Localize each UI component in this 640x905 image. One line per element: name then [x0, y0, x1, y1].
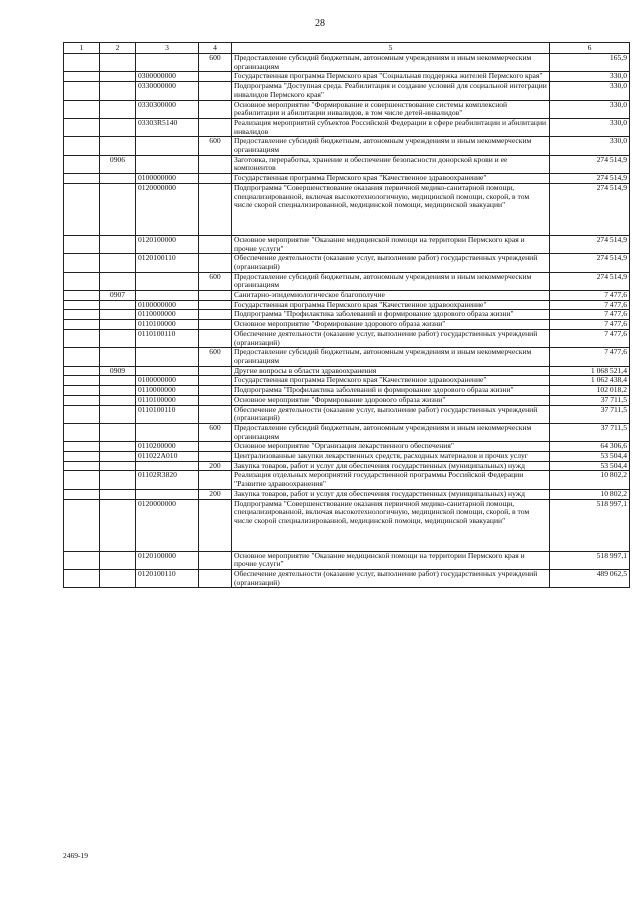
table-row [64, 137, 630, 155]
cell-empty [64, 310, 100, 320]
cell-expense-type [199, 118, 232, 136]
cell-target-article: 03303R5140 [136, 118, 199, 136]
cell-amount: 53 504,4 [550, 461, 630, 471]
table-row [64, 489, 630, 499]
cell-amount: 274 514,9 [550, 235, 630, 253]
cell-amount: 10 802,2 [550, 471, 630, 489]
cell-name: Другие вопросы в области здравоохранения [232, 366, 550, 376]
cell-section-code [100, 489, 136, 499]
cell-expense-type [199, 300, 232, 310]
cell-section-code [100, 174, 136, 184]
cell-name: Заготовка, переработка, хранение и обеспечение безопасности донорской крови и ее компонентов [232, 155, 550, 173]
cell-amount: 330,0 [550, 72, 630, 82]
cell-target-article [136, 348, 199, 366]
cell-section-code [100, 54, 136, 72]
table-row [64, 499, 630, 551]
table-row [64, 471, 630, 489]
cell-empty [64, 174, 100, 184]
cell-name: Санитарно-эпидемиологическое благополучие [232, 291, 550, 301]
cell-name: Подпрограмма "Совершенствование оказания первичной медико-санитарной помощи, специализированной, включая высокотехнологичную, медицинской помощи, скорой, в том числе скорой специализированной, медицинской помощи, медицинской эвакуации" [232, 183, 550, 235]
cell-section-code [100, 423, 136, 441]
cell-section-code [100, 320, 136, 330]
table-row [64, 348, 630, 366]
cell-section-code [100, 310, 136, 320]
cell-section-code [100, 452, 136, 462]
cell-empty [64, 183, 100, 235]
cell-section-code [100, 329, 136, 347]
cell-target-article: 0110100110 [136, 329, 199, 347]
cell-section-code [100, 395, 136, 405]
cell-empty [64, 569, 100, 587]
cell-empty [64, 376, 100, 386]
cell-section-code [100, 442, 136, 452]
table-row [64, 54, 630, 72]
cell-target-article [136, 489, 199, 499]
cell-target-article: 0300000000 [136, 72, 199, 82]
cell-amount: 64 306,6 [550, 442, 630, 452]
cell-expense-type [199, 366, 232, 376]
cell-amount: 330,0 [550, 137, 630, 155]
table-row [64, 272, 630, 290]
cell-target-article: 0120100110 [136, 569, 199, 587]
cell-empty [64, 254, 100, 272]
cell-expense-type [199, 442, 232, 452]
cell-expense-type [199, 376, 232, 386]
cell-expense-type [199, 569, 232, 587]
header-col-5: 5 [232, 43, 550, 54]
cell-target-article: 0110100000 [136, 395, 199, 405]
cell-expense-type: 200 [199, 461, 232, 471]
cell-expense-type [199, 82, 232, 100]
cell-empty [64, 366, 100, 376]
cell-amount: 37 711,5 [550, 405, 630, 423]
table-row [64, 235, 630, 253]
cell-name: Подпрограмма "Совершенствование оказания первичной медико-санитарной помощи, специализированной, включая высокотехнологичную, медицинской помощи, скорой, в том числе скорой специализированной, медицинской помощи, медицинской эвакуации" [232, 499, 550, 551]
cell-amount: 518 997,1 [550, 499, 630, 551]
cell-empty [64, 300, 100, 310]
table-row [64, 395, 630, 405]
header-col-1: 1 [64, 43, 100, 54]
cell-name: Закупка товаров, работ и услуг для обеспечения государственных (муниципальных) нужд [232, 461, 550, 471]
cell-target-article: 0120000000 [136, 183, 199, 235]
cell-section-code [100, 183, 136, 235]
cell-name: Основное мероприятие "Формирование и совершенствование системы комплексной реабилитации и абилитации инвалидов, в том числе детей-инвалидов" [232, 100, 550, 118]
cell-empty [64, 72, 100, 82]
cell-amount: 165,9 [550, 54, 630, 72]
cell-name: Предоставление субсидий бюджетным, автономным учреждениям и иным некоммерческим организациям [232, 272, 550, 290]
cell-section-code [100, 386, 136, 396]
cell-expense-type [199, 386, 232, 396]
cell-amount: 1 062 438,4 [550, 376, 630, 386]
cell-name: Реализация мероприятий субъектов Российской Федерации в сфере реабилитации и абилитации инвалидов [232, 118, 550, 136]
cell-amount: 518 997,1 [550, 551, 630, 569]
cell-target-article: 0100000000 [136, 174, 199, 184]
cell-name: Закупка товаров, работ и услуг для обеспечения государственных (муниципальных) нужд [232, 489, 550, 499]
cell-target-article: 011022А010 [136, 452, 199, 462]
cell-empty [64, 137, 100, 155]
table-row [64, 82, 630, 100]
cell-target-article: 0330000000 [136, 82, 199, 100]
header-col-6: 6 [550, 43, 630, 54]
cell-amount: 274 514,9 [550, 174, 630, 184]
cell-target-article: 0120100110 [136, 254, 199, 272]
header-col-2: 2 [100, 43, 136, 54]
cell-empty [64, 54, 100, 72]
cell-amount: 489 062,5 [550, 569, 630, 587]
cell-empty [64, 329, 100, 347]
cell-section-code: 0906 [100, 155, 136, 173]
cell-name: Основное мероприятие "Формирование здорового образа жизни" [232, 395, 550, 405]
cell-target-article: 0110100000 [136, 320, 199, 330]
cell-expense-type: 600 [199, 137, 232, 155]
cell-name: Обеспечение деятельности (оказание услуг, выполнение работ) государственных учреждений (организаций) [232, 254, 550, 272]
cell-target-article: 0120100000 [136, 551, 199, 569]
table-row [64, 386, 630, 396]
cell-target-article: 0100000000 [136, 300, 199, 310]
cell-section-code [100, 348, 136, 366]
cell-empty [64, 442, 100, 452]
cell-amount: 330,0 [550, 118, 630, 136]
cell-section-code [100, 72, 136, 82]
cell-amount: 7 477,6 [550, 348, 630, 366]
cell-empty [64, 272, 100, 290]
cell-empty [64, 320, 100, 330]
cell-name: Основное мероприятие "Оказание медицинской помощи на территории Пермского края и прочие услуги" [232, 551, 550, 569]
table-row [64, 329, 630, 347]
cell-section-code [100, 376, 136, 386]
cell-expense-type [199, 551, 232, 569]
cell-empty [64, 452, 100, 462]
cell-empty [64, 499, 100, 551]
cell-name: Государственная программа Пермского края "Качественное здравоохранение" [232, 174, 550, 184]
table-row [64, 405, 630, 423]
cell-section-code [100, 254, 136, 272]
table-header-row [64, 43, 630, 54]
cell-amount: 274 514,9 [550, 155, 630, 173]
cell-expense-type [199, 155, 232, 173]
cell-expense-type [199, 235, 232, 253]
cell-empty [64, 235, 100, 253]
cell-amount: 274 514,9 [550, 254, 630, 272]
cell-empty [64, 386, 100, 396]
cell-name: Обеспечение деятельности (оказание услуг, выполнение работ) государственных учреждений (организаций) [232, 569, 550, 587]
cell-expense-type [199, 254, 232, 272]
cell-expense-type [199, 405, 232, 423]
cell-target-article [136, 137, 199, 155]
cell-name: Реализация отдельных мероприятий государственной программы Российской Федерации "Развитие здравоохранения" [232, 471, 550, 489]
cell-section-code [100, 300, 136, 310]
cell-expense-type [199, 329, 232, 347]
cell-section-code [100, 551, 136, 569]
cell-amount: 330,0 [550, 100, 630, 118]
cell-expense-type: 600 [199, 54, 232, 72]
cell-section-code [100, 461, 136, 471]
cell-target-article [136, 155, 199, 173]
cell-empty [64, 395, 100, 405]
cell-expense-type [199, 72, 232, 82]
cell-target-article: 0110000000 [136, 386, 199, 396]
cell-amount: 330,0 [550, 82, 630, 100]
cell-amount: 53 504,4 [550, 452, 630, 462]
cell-name: Предоставление субсидий бюджетным, автономным учреждениям и иным некоммерческим организациям [232, 423, 550, 441]
cell-expense-type: 600 [199, 423, 232, 441]
cell-target-article [136, 423, 199, 441]
cell-name: Предоставление субсидий бюджетным, автономным учреждениям и иным некоммерческим организациям [232, 137, 550, 155]
cell-section-code [100, 118, 136, 136]
cell-section-code [100, 100, 136, 118]
cell-amount: 7 477,6 [550, 291, 630, 301]
cell-name: Основное мероприятие "Организация лекарственного обеспечения" [232, 442, 550, 452]
cell-expense-type [199, 452, 232, 462]
table-row [64, 291, 630, 301]
table-row [64, 452, 630, 462]
table-row [64, 118, 630, 136]
cell-section-code [100, 569, 136, 587]
cell-target-article: 0110000000 [136, 310, 199, 320]
cell-name: Подпрограмма "Доступная среда. Реабилитация и создание условий для социальной интеграции инвалидов Пермского края" [232, 82, 550, 100]
document-code: 2469-19 [63, 851, 88, 860]
cell-section-code: 0907 [100, 291, 136, 301]
cell-empty [64, 551, 100, 569]
cell-name: Подпрограмма "Профилактика заболеваний и формирование здорового образа жизни" [232, 386, 550, 396]
cell-amount: 7 477,6 [550, 310, 630, 320]
table-row [64, 183, 630, 235]
header-col-4: 4 [199, 43, 232, 54]
cell-name: Основное мероприятие "Оказание медицинской помощи на территории Пермского края и прочие услуги" [232, 235, 550, 253]
cell-section-code: 0909 [100, 366, 136, 376]
table-row [64, 254, 630, 272]
cell-empty [64, 489, 100, 499]
cell-section-code [100, 405, 136, 423]
cell-name: Обеспечение деятельности (оказание услуг, выполнение работ) государственных учреждений (организаций) [232, 405, 550, 423]
cell-amount: 7 477,6 [550, 329, 630, 347]
cell-amount: 7 477,6 [550, 320, 630, 330]
cell-target-article: 0110200000 [136, 442, 199, 452]
cell-section-code [100, 235, 136, 253]
cell-expense-type: 600 [199, 348, 232, 366]
cell-expense-type [199, 291, 232, 301]
cell-expense-type [199, 310, 232, 320]
cell-name: Централизованные закупки лекарственных средств, расходных материалов и прочих услуг [232, 452, 550, 462]
cell-name: Государственная программа Пермского края "Качественное здравоохранение" [232, 300, 550, 310]
header-col-3: 3 [136, 43, 199, 54]
cell-expense-type: 600 [199, 272, 232, 290]
table-row [64, 174, 630, 184]
cell-amount: 274 514,9 [550, 183, 630, 235]
cell-name: Подпрограмма "Профилактика заболеваний и формирование здорового образа жизни" [232, 310, 550, 320]
cell-target-article [136, 291, 199, 301]
cell-amount: 7 477,6 [550, 300, 630, 310]
cell-amount: 1 068 521,4 [550, 366, 630, 376]
cell-target-article: 0330300000 [136, 100, 199, 118]
budget-table [63, 42, 630, 588]
table-row [64, 423, 630, 441]
cell-section-code [100, 137, 136, 155]
cell-name: Государственная программа Пермского края "Социальная поддержка жителей Пермского края" [232, 72, 550, 82]
cell-target-article: 0120100000 [136, 235, 199, 253]
table-row [64, 569, 630, 587]
cell-name: Предоставление субсидий бюджетным, автономным учреждениям и иным некоммерческим организациям [232, 348, 550, 366]
cell-amount: 102 018,2 [550, 386, 630, 396]
cell-amount: 37 711,5 [550, 395, 630, 405]
table-body [64, 54, 630, 588]
cell-empty [64, 423, 100, 441]
cell-expense-type [199, 100, 232, 118]
cell-expense-type [199, 395, 232, 405]
cell-empty [64, 291, 100, 301]
cell-empty [64, 471, 100, 489]
table-row [64, 155, 630, 173]
table-row [64, 551, 630, 569]
cell-empty [64, 100, 100, 118]
cell-section-code [100, 82, 136, 100]
cell-name: Основное мероприятие "Формирование здорового образа жизни" [232, 320, 550, 330]
cell-empty [64, 155, 100, 173]
cell-empty [64, 118, 100, 136]
cell-target-article [136, 54, 199, 72]
cell-expense-type [199, 183, 232, 235]
cell-target-article: 0100000000 [136, 376, 199, 386]
cell-expense-type [199, 320, 232, 330]
cell-empty [64, 348, 100, 366]
cell-empty [64, 461, 100, 471]
cell-target-article [136, 272, 199, 290]
table-row [64, 320, 630, 330]
table-row [64, 100, 630, 118]
cell-expense-type [199, 174, 232, 184]
cell-name: Государственная программа Пермского края "Качественное здравоохранение" [232, 376, 550, 386]
cell-name: Обеспечение деятельности (оказание услуг, выполнение работ) государственных учреждений (организаций) [232, 329, 550, 347]
cell-empty [64, 405, 100, 423]
cell-target-article: 01102R3820 [136, 471, 199, 489]
cell-empty [64, 82, 100, 100]
cell-section-code [100, 499, 136, 551]
cell-expense-type: 200 [199, 489, 232, 499]
cell-expense-type [199, 499, 232, 551]
cell-amount: 10 802,2 [550, 489, 630, 499]
cell-target-article: 0110100110 [136, 405, 199, 423]
cell-name: Предоставление субсидий бюджетным, автономным учреждениям и иным некоммерческим организациям [232, 54, 550, 72]
page-number: 28 [315, 18, 325, 29]
cell-section-code [100, 471, 136, 489]
cell-target-article: 0120000000 [136, 499, 199, 551]
cell-amount: 37 711,5 [550, 423, 630, 441]
cell-section-code [100, 272, 136, 290]
cell-expense-type [199, 471, 232, 489]
cell-amount: 274 514,9 [550, 272, 630, 290]
